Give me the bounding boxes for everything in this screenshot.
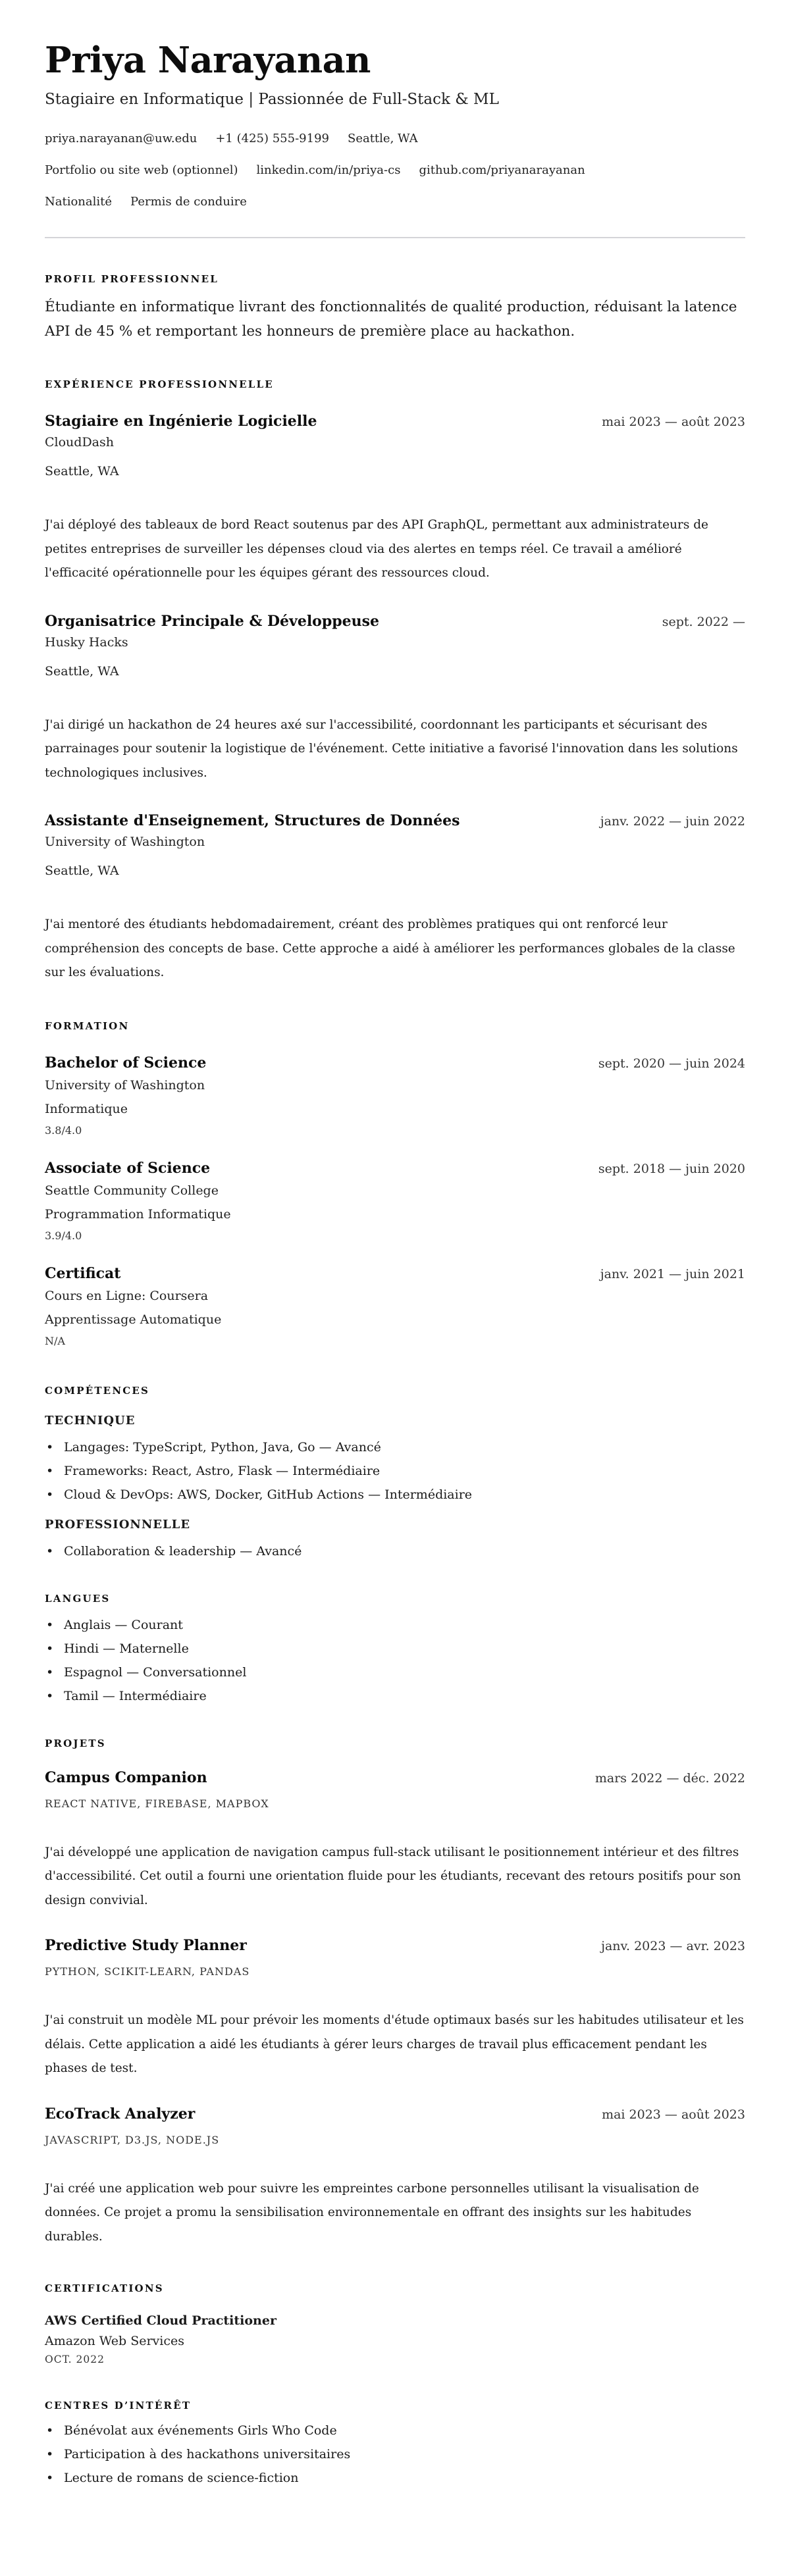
language-item: • Anglais — Courant xyxy=(45,1613,745,1637)
job-description: J'ai dirigé un hackathon de 24 heures axé sur l'accessibilité, coordonnant les participants et sécurisant des parrainages pour soutenir la logistique de l'événement. Cette initiative a favorisé l'innovation dans les solutions technologiques inclusives. xyxy=(45,717,738,780)
section-heading: PROFIL PROFESSIONNEL xyxy=(45,273,219,285)
phone-number: +1 (425) 555-9199 xyxy=(215,132,329,145)
profile-summary: Étudiante en informatique livrant des fonctionnalités de qualité production, réduisant la latence API de 45 % et remportant les honneurs de première place au hackathon. xyxy=(45,299,737,340)
section-heading: CENTRES D’INTÉRÊT xyxy=(45,2400,192,2411)
section-heading: EXPÉRIENCE PROFESSIONNELLE xyxy=(45,378,274,390)
school: Cours en Ligne: Coursera xyxy=(45,1288,209,1303)
project-entry xyxy=(45,1767,745,1913)
job-title: Assistante d'Enseignement, Structures de Données xyxy=(45,812,460,829)
driving-license: Permis de conduire xyxy=(130,195,247,209)
job-entry xyxy=(45,611,745,786)
skills-section xyxy=(45,1384,745,1563)
extra-info-line xyxy=(45,192,745,212)
gpa: 3.8/4.0 xyxy=(45,1123,82,1137)
professional-skills-list xyxy=(45,1539,745,1563)
section-heading: CERTIFICATIONS xyxy=(45,2282,164,2294)
skill-item: • Cloud & DevOps: AWS, Docker, GitHub Actions — Intermédiaire xyxy=(45,1483,745,1507)
email-link[interactable]: priya.narayanan@uw.edu xyxy=(45,132,198,145)
certification-issuer: Amazon Web Services xyxy=(45,2334,185,2348)
project-description: J'ai développé une application de navigation campus full-stack utilisant le positionnement intérieur et des filtres d'accessibilité. Cet outil a fourni une orientation fluide pour les étudiants, recevant des retours positifs pour son design convivial. xyxy=(45,1845,741,1907)
skill-item: • Langages: TypeScript, Python, Java, Go — Avancé xyxy=(45,1435,745,1459)
section-heading: FORMATION xyxy=(45,1019,130,1032)
language-item: • Tamil — Intermédiaire xyxy=(45,1684,745,1708)
gpa: N/A xyxy=(45,1334,65,1347)
certification-date: OCT. 2022 xyxy=(45,2354,105,2365)
interest-item: • Participation à des hackathons universitaires xyxy=(45,2442,745,2466)
section-heading: LANGUES xyxy=(45,1592,111,1605)
project-tech-stack: REACT NATIVE, FIREBASE, MAPBOX xyxy=(45,1797,269,1810)
technical-skills-list xyxy=(45,1435,745,1507)
project-dates: janv. 2023 — avr. 2023 xyxy=(601,1939,745,1953)
education-dates: sept. 2018 — juin 2020 xyxy=(598,1161,745,1176)
contact-line xyxy=(45,129,745,149)
portfolio-link[interactable]: Portfolio ou site web (optionnel) xyxy=(45,163,238,177)
skill-group-heading: TECHNIQUE xyxy=(45,1413,136,1428)
interests-list xyxy=(45,2419,745,2490)
resume-header xyxy=(45,37,745,212)
projects-section xyxy=(45,1737,745,2250)
candidate-name: Priya Narayanan xyxy=(45,39,371,81)
job-entry xyxy=(45,810,745,985)
job-location: Seattle, WA xyxy=(45,464,119,478)
education-entry xyxy=(45,1052,745,1141)
field-of-study: Apprentissage Automatique xyxy=(45,1312,222,1327)
job-company: University of Washington xyxy=(45,835,205,849)
languages-list xyxy=(45,1613,745,1708)
section-heading: COMPÉTENCES xyxy=(45,1384,150,1397)
headline: Stagiaire en Informatique | Passionnée de Full-Stack & ML xyxy=(45,91,499,108)
education-dates: sept. 2020 — juin 2024 xyxy=(598,1056,745,1071)
project-title: Campus Companion xyxy=(45,1768,207,1786)
job-company: Husky Hacks xyxy=(45,634,128,650)
job-location: Seattle, WA xyxy=(45,663,119,679)
certifications-section xyxy=(45,2282,745,2367)
field-of-study: Programmation Informatique xyxy=(45,1206,231,1222)
project-tech-stack: JAVASCRIPT, D3.JS, NODE.JS xyxy=(45,2133,220,2146)
linkedin-link[interactable]: linkedin.com/in/priya-cs xyxy=(256,163,401,177)
nationality: Nationalité xyxy=(45,195,113,209)
education-entry xyxy=(45,1263,745,1351)
project-tech-stack: PYTHON, SCIKIT-LEARN, PANDAS xyxy=(45,1965,250,1978)
experience-section xyxy=(45,378,745,985)
project-description: J'ai créé une application web pour suivre les empreintes carbone personnelles utilisant la visualisation de données. Ce projet a promu la sensibilisation environnementale en offrant des insights sur les habitudes durables. xyxy=(45,2181,699,2244)
school: Seattle Community College xyxy=(45,1183,219,1198)
links-line xyxy=(45,161,745,180)
skill-item: • Collaboration & leadership — Avancé xyxy=(45,1539,745,1563)
job-description: J'ai déployé des tableaux de bord React soutenus par des API GraphQL, permettant aux administrateurs de petites entreprises de surveiller les dépenses cloud via des alertes en temps réel. Ce travail a amélioré l'efficacité opérationnelle pour les équipes gérant des ressources cloud. xyxy=(45,518,708,580)
location: Seattle, WA xyxy=(347,132,418,145)
interest-item: • Bénévolat aux événements Girls Who Code xyxy=(45,2419,745,2442)
project-description: J'ai construit un modèle ML pour prévoir les moments d'étude optimaux basés sur les habitudes utilisateur et les délais. Cette application a aidé les étudiants à gérer leurs charges de travail plus efficacement pendant les phases de test. xyxy=(45,2013,744,2075)
language-item: • Hindi — Maternelle xyxy=(45,1637,745,1661)
job-dates: mai 2023 — août 2023 xyxy=(602,415,745,429)
job-title: Organisatrice Principale & Développeuse xyxy=(45,612,379,630)
project-entry xyxy=(45,1935,745,2081)
school: University of Washington xyxy=(45,1077,205,1093)
degree: Bachelor of Science xyxy=(45,1054,207,1071)
skill-group-heading: PROFESSIONNELLE xyxy=(45,1517,191,1532)
header-divider xyxy=(45,237,745,238)
section-heading: PROJETS xyxy=(45,1737,106,1749)
job-entry xyxy=(45,411,745,586)
job-company: CloudDash xyxy=(45,435,115,450)
skill-item: • Frameworks: React, Astro, Flask — Intermédiaire xyxy=(45,1459,745,1483)
github-link[interactable]: github.com/priyanarayanan xyxy=(419,163,585,177)
job-dates: janv. 2022 — juin 2022 xyxy=(600,814,745,829)
education-dates: janv. 2021 — juin 2021 xyxy=(600,1266,745,1281)
gpa: 3.9/4.0 xyxy=(45,1229,82,1242)
profile-section xyxy=(45,272,745,344)
education-section xyxy=(45,1019,745,1351)
job-location: Seattle, WA xyxy=(45,863,119,878)
project-dates: mars 2022 — déc. 2022 xyxy=(594,1770,745,1786)
education-entry xyxy=(45,1158,745,1246)
job-description: J'ai mentoré des étudiants hebdomadairement, créant des problèmes pratiques qui ont renforcé leur compréhension des concepts de base. Cette approche a aidé à améliorer les performances globales de la classe sur les évaluations. xyxy=(45,917,735,979)
field-of-study: Informatique xyxy=(45,1101,128,1116)
project-entry xyxy=(45,2103,745,2250)
job-dates: sept. 2022 — xyxy=(662,614,745,629)
project-title: EcoTrack Analyzer xyxy=(45,2105,196,2123)
job-title: Stagiaire en Ingénierie Logicielle xyxy=(45,413,317,430)
project-dates: mai 2023 — août 2023 xyxy=(602,2107,745,2122)
interests-section xyxy=(45,2399,745,2490)
degree: Certificat xyxy=(45,1264,121,1282)
certification-title: AWS Certified Cloud Practitioner xyxy=(45,2313,276,2328)
degree: Associate of Science xyxy=(45,1159,211,1177)
interest-item: • Lecture de romans de science-fiction xyxy=(45,2466,745,2490)
project-title: Predictive Study Planner xyxy=(45,1937,247,1954)
language-item: • Espagnol — Conversationnel xyxy=(45,1661,745,1684)
languages-section xyxy=(45,1592,745,1708)
